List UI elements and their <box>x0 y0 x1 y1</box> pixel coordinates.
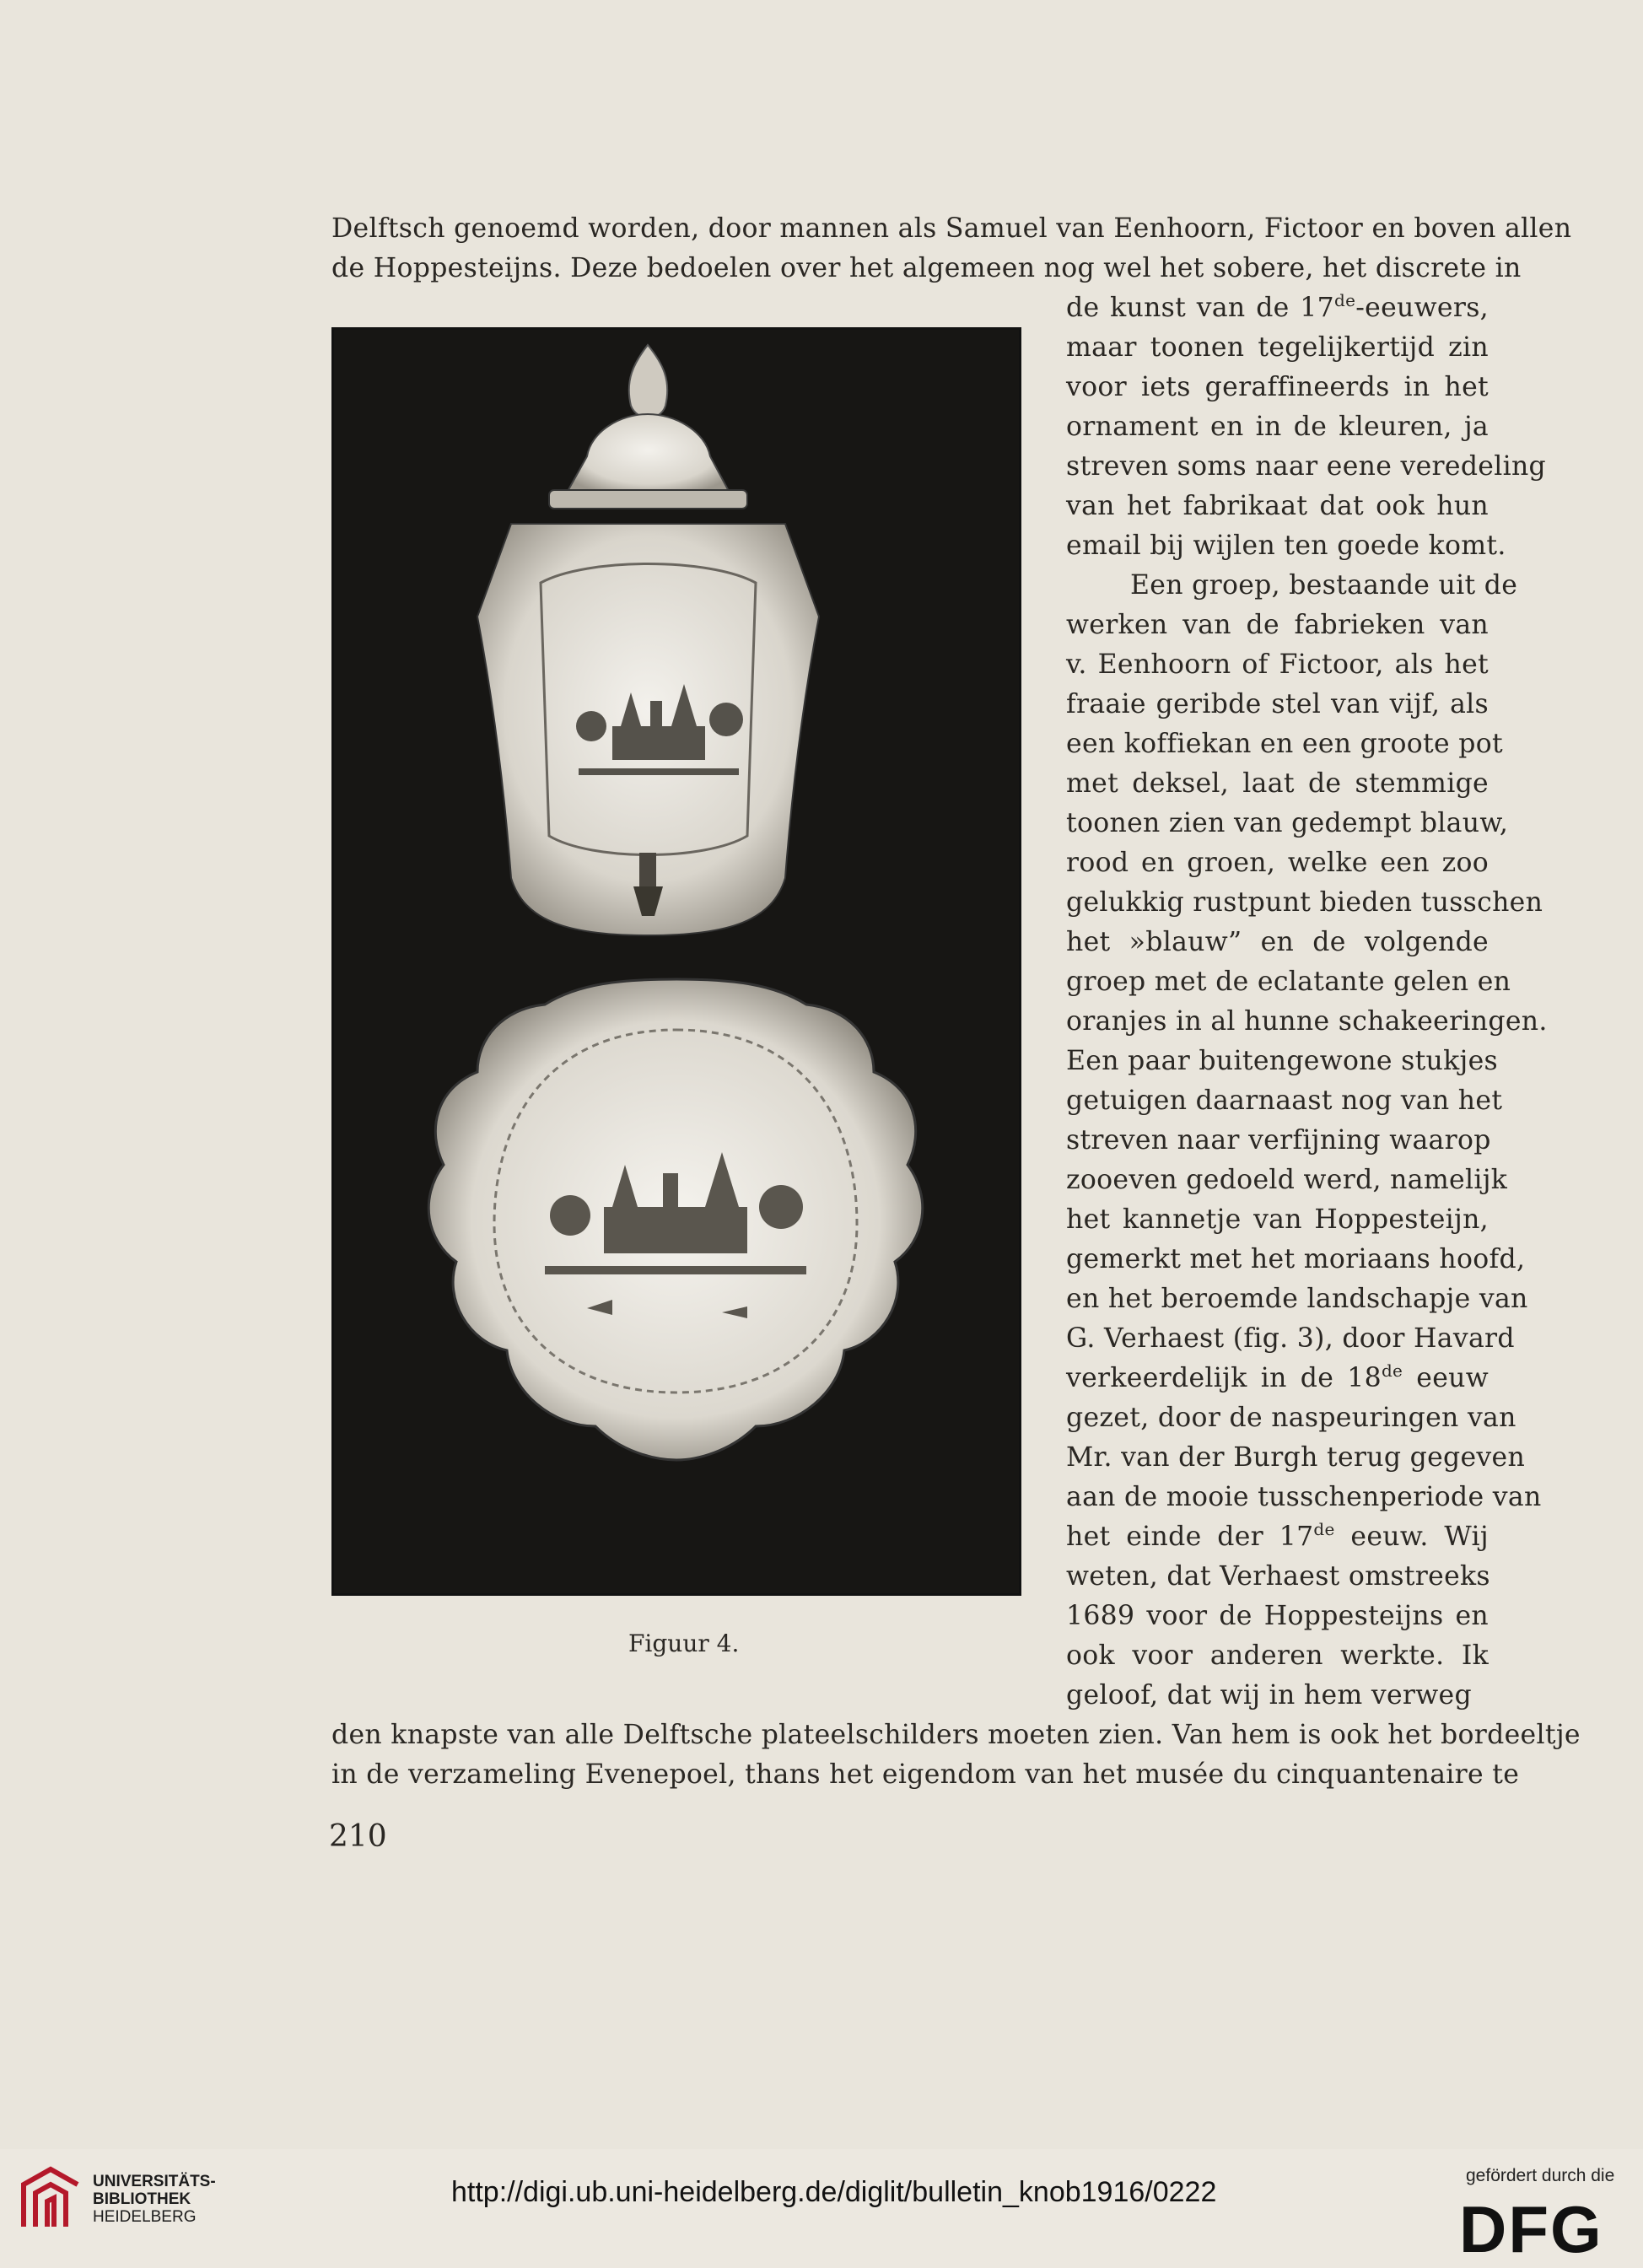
text-line: zooeven gedoeld werd, namelijk <box>1066 1165 1508 1195</box>
text-line: ornament en in de kleuren, ja <box>1066 412 1489 442</box>
funding-label: gefördert durch die <box>1466 2166 1615 2185</box>
text-line: aan de mooie tusschenperiode van <box>1066 1482 1542 1512</box>
text-line: streven soms naar eene veredeling <box>1066 451 1547 482</box>
text-line: getuigen daarnaast nog van het <box>1066 1086 1503 1116</box>
text-line: ook voor anderen werkte. Ik <box>1066 1640 1489 1671</box>
text-line: van het fabrikaat dat ook hun <box>1066 491 1489 521</box>
text-line: Mr. van der Burgh terug gegeven <box>1066 1442 1526 1473</box>
text-line: de Hoppesteijns. Deze bedoelen over het algemeen nog wel het sobere, het discrete in <box>331 253 1522 283</box>
text-line: de kunst van de 17de-eeuwers, <box>1066 290 1489 323</box>
text-line: het »blauw” en de volgende <box>1066 927 1489 957</box>
text-line: den knapste van alle Delftsche plateelschilders moeten zien. Van hem is ook het bordeeltje <box>331 1720 1581 1750</box>
text-line: Een groep, bestaande uit de <box>1130 570 1518 601</box>
text-line: een koffiekan en een groote pot <box>1066 729 1503 759</box>
text-line: geloof, dat wij in hem verweg <box>1066 1680 1472 1710</box>
text-line: voor iets geraffineerds in het <box>1066 372 1489 402</box>
text-line: het kannetje van Hoppesteijn, <box>1066 1204 1489 1235</box>
permalink-url[interactable]: http://digi.ub.uni-heidelberg.de/diglit/bulletin_knob1916/0222 <box>451 2176 1217 2208</box>
text-line: verkeerdelijk in de 18de eeuw <box>1066 1360 1489 1393</box>
text-line: weten, dat Verhaest omstreeks <box>1066 1561 1490 1592</box>
figure-caption: Figuur 4. <box>628 1630 740 1657</box>
text-line: Een paar buitengewone stukjes <box>1066 1046 1498 1076</box>
text-line: toonen zien van gedempt blauw, <box>1066 808 1509 838</box>
text-line: in de verzameling Evenepoel, thans het eigendom van het musée du cinquantenaire te <box>331 1759 1520 1790</box>
page-number: 210 <box>329 1819 387 1854</box>
text-line: oranjes in al hunne schakeeringen. <box>1066 1006 1548 1037</box>
text-line: en het beroemde landschapje van <box>1066 1284 1528 1314</box>
text-line: gezet, door de naspeuringen van <box>1066 1403 1516 1433</box>
library-name-line: UNIVERSITÄTS- <box>93 2173 216 2190</box>
text-line: gelukkig rustpunt bieden tusschen <box>1066 887 1543 918</box>
figure-photograph <box>331 327 1021 1596</box>
text-line: met deksel, laat de stemmige <box>1066 768 1489 799</box>
text-line: streven naar verfijning waarop <box>1066 1125 1491 1156</box>
text-line: rood en groen, welke een zoo <box>1066 848 1489 878</box>
dfg-logo: DFG <box>1459 2192 1603 2266</box>
text-line: Delftsch genoemd worden, door mannen als Samuel van Eenhoorn, Fictoor en boven allen <box>331 213 1572 244</box>
text-line: v. Eenhoorn of Fictoor, als het <box>1066 649 1489 680</box>
footer-bar <box>0 2149 1643 2268</box>
text-line: maar toonen tegelijkertijd zin <box>1066 332 1489 363</box>
library-name-line: BIBLIOTHEK <box>93 2190 191 2208</box>
text-line: werken van de fabrieken van <box>1066 610 1489 640</box>
text-line: groep met de eclatante gelen en <box>1066 967 1511 997</box>
library-name-line: HEIDELBERG <box>93 2208 197 2226</box>
text-line: 1689 voor de Hoppesteijns en <box>1066 1601 1489 1631</box>
text-line: fraaie geribde stel van vijf, als <box>1066 689 1489 719</box>
text-line: gemerkt met het moriaans hoofd, <box>1066 1244 1526 1274</box>
text-line: het einde der 17de eeuw. Wij <box>1066 1519 1489 1552</box>
library-name <box>93 2173 216 2226</box>
text-line: G. Verhaest (fig. 3), door Havard <box>1066 1323 1515 1354</box>
university-library-logo-icon <box>15 2164 86 2235</box>
text-line: email bij wijlen ten goede komt. <box>1066 531 1506 561</box>
